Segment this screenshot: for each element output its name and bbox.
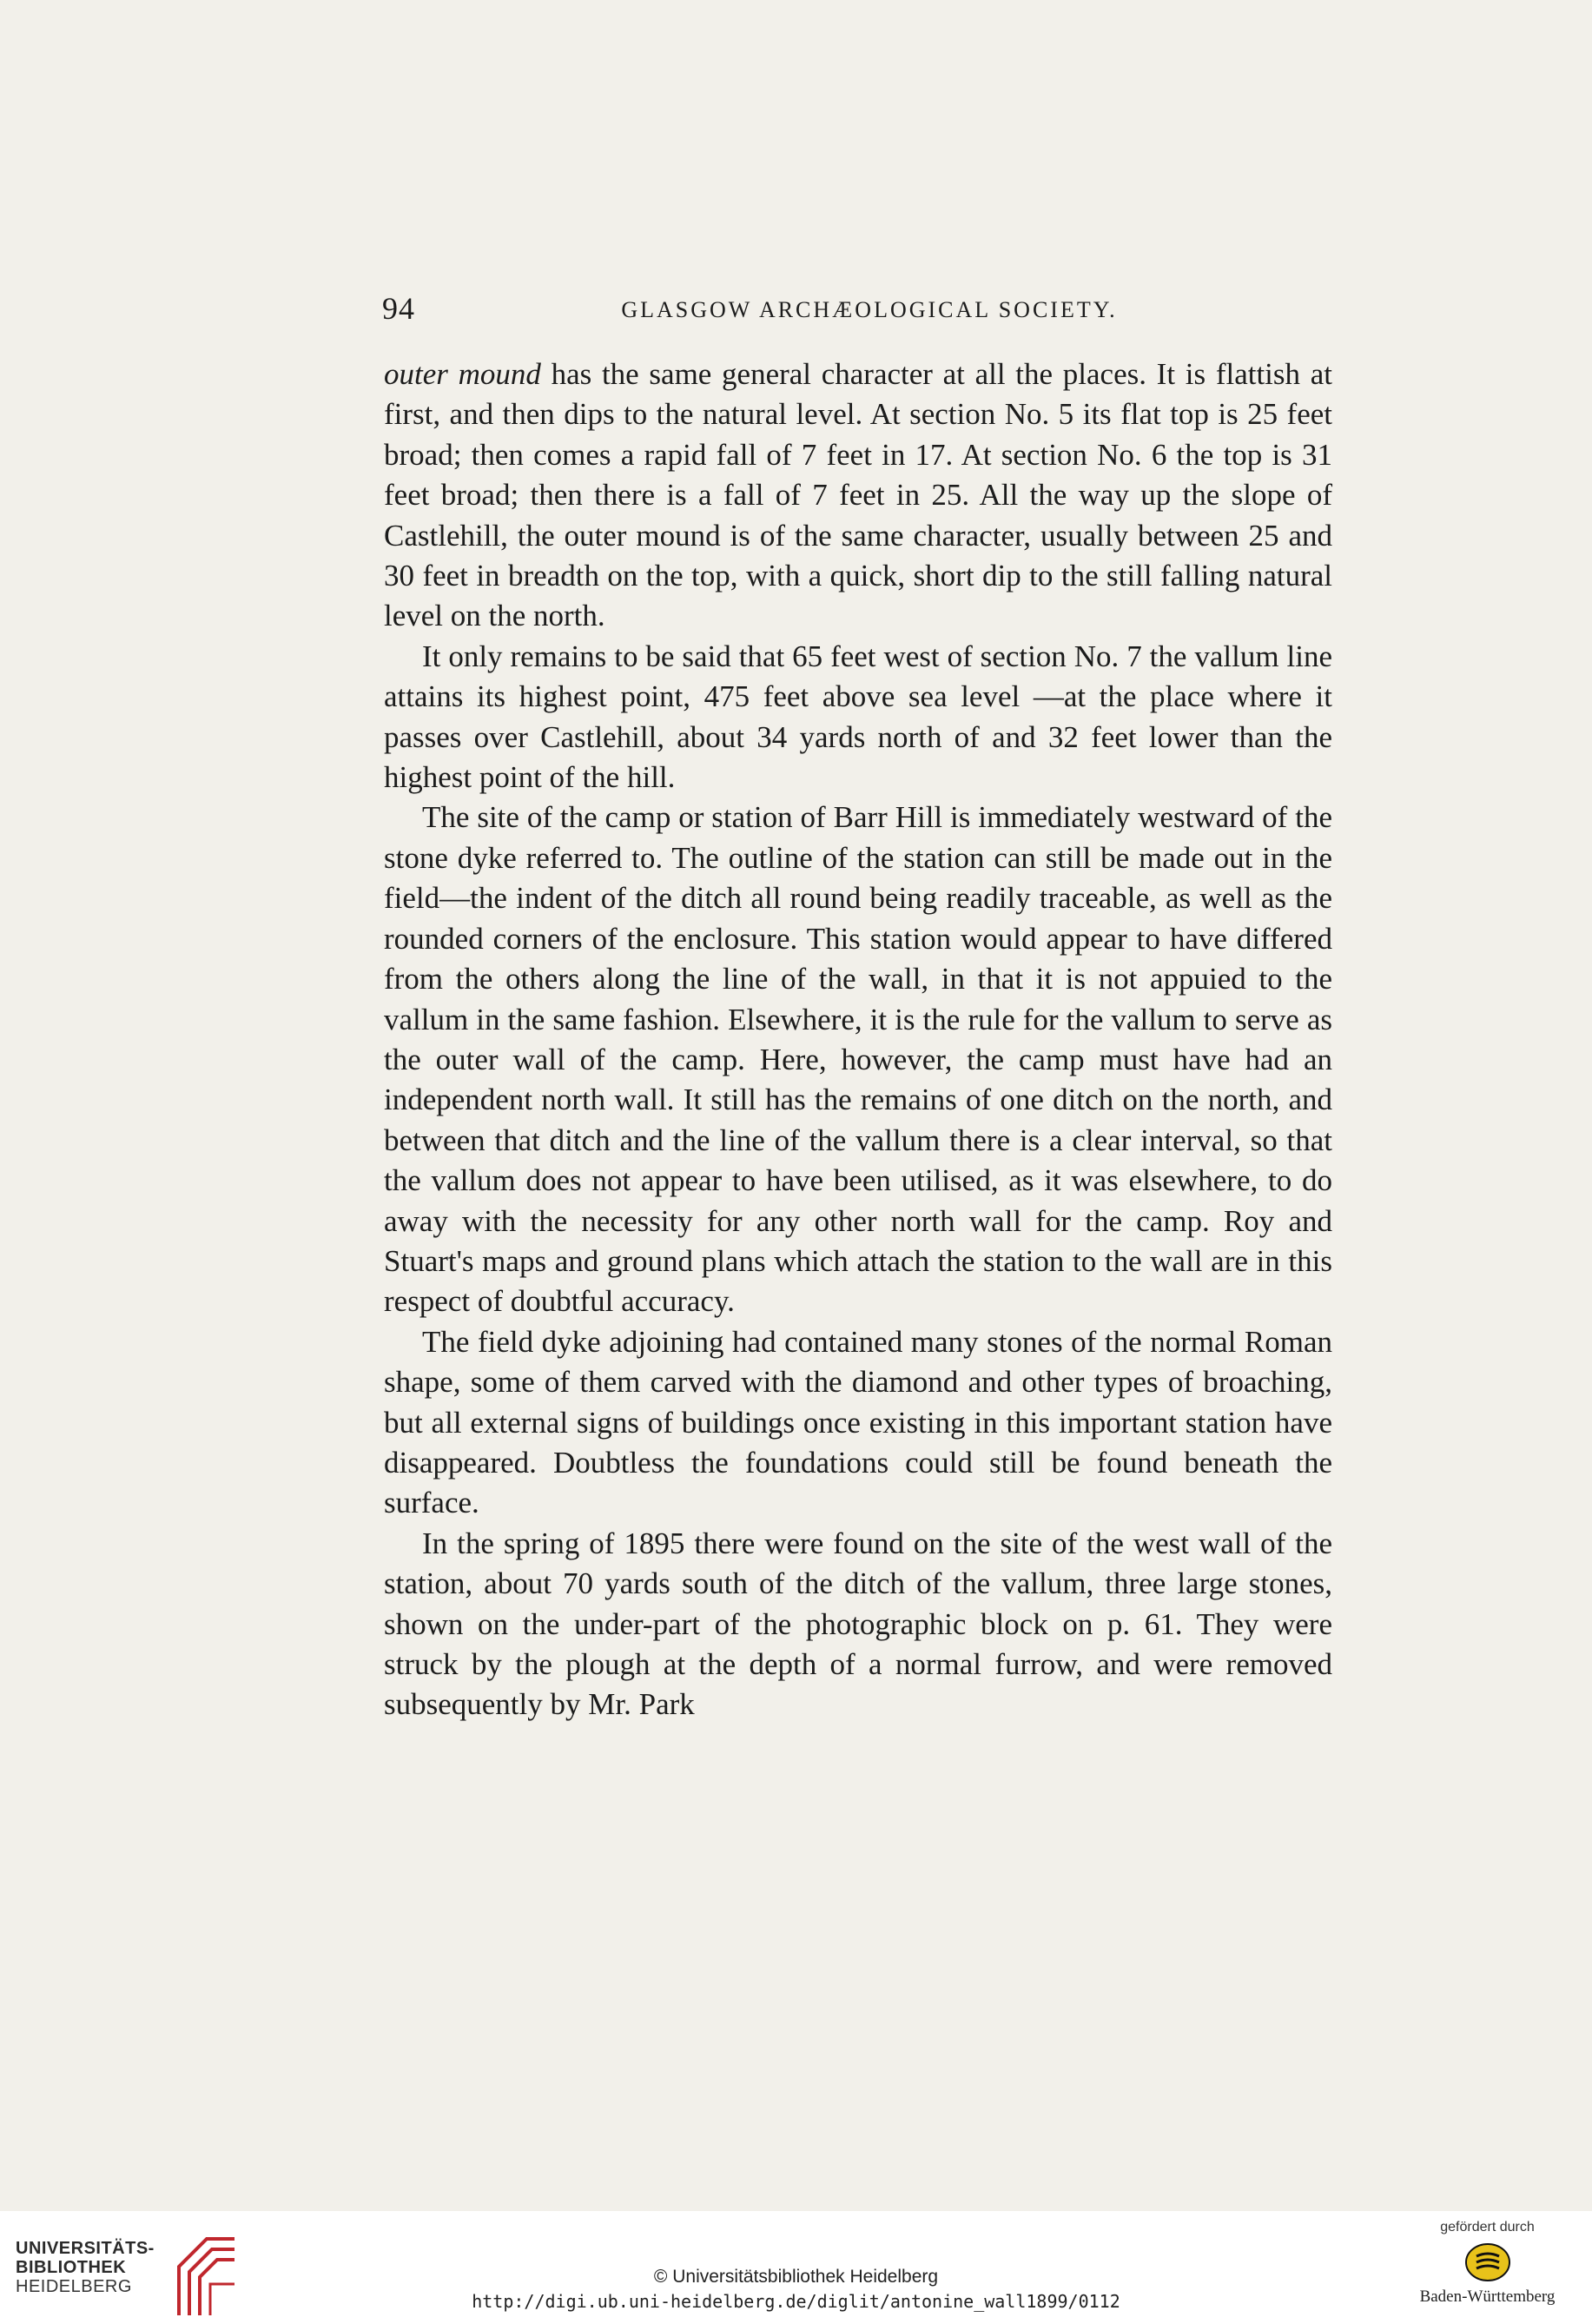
library-name-line-3: HEIDELBERG	[16, 2277, 132, 2296]
journal-title: GLASGOW ARCHÆOLOGICAL SOCIETY.	[621, 297, 1118, 322]
permalink[interactable]: http://digi.ub.uni-heidelberg.de/diglit/antonine_wall1899/0112	[472, 2291, 1120, 2312]
page-number: 94	[382, 291, 415, 326]
state-crest-icon	[1464, 2242, 1511, 2282]
library-name-line-2: BIBLIOTHEK	[16, 2258, 127, 2277]
digitization-footer	[0, 2211, 1592, 2324]
running-head	[382, 290, 1331, 334]
paragraph-1	[384, 354, 1332, 637]
sponsor-label: gefördert durch	[1440, 2220, 1535, 2235]
sponsor-name: Baden-Württemberg	[1419, 2288, 1556, 2306]
paragraph-1-text: has the same general character at all the places. It is flattish at first, and then dips to the natural level. At section No. 5 its flat top is 25 feet broad; then comes a rapid fall of 7 feet in 17. At section No. 6 the top is 31 feet broad; then there is a fall of 7 feet in 25. All the way up the slope of Castlehill, the outer mound is of the same character, usually between 25 and 30 feet in breadth on the top, with a quick, short dip to the still falling natural level on the north.	[384, 357, 1332, 633]
library-name-line-1: UNIVERSITÄTS-	[16, 2239, 155, 2258]
paragraph-2: It only remains to be said that 65 feet west of section No. 7 the vallum line attains its highest point, 475 feet above sea level —at the place where it passes over Castlehill, about 34 yards north of and 32 feet lower than the highest point of the hill.	[384, 639, 1332, 795]
paragraph-3: The site of the camp or station of Barr Hill is immediately westward of the stone dyke referred to. The outline of the station can still be made out in the field—the indent of the ditch all round being readily traceable, as well as the rounded corners of the enclosure. This station would appear to have differed from the others along the line of the wall, in that it is not appuied to the vallum in the same fashion. Elsewhere, it is the rule for the vallum to serve as the outer wall of the camp. Here, however, the camp must have had an independent north wall. It still has the remains of one ditch on the north, and between that ditch and the line of the vallum there is a clear interval, so that the vallum does not appear to have been utilised, as it was elsewhere, to do away with the necessity for any other north wall for the camp. Roy and Stuart's maps and ground plans which attach the station to the wall are in this respect of doubtful accuracy.	[384, 800, 1332, 1319]
paragraph-4: The field dyke adjoining had contained many stones of the normal Roman shape, some of them carved with the diamond and other types of broaching, but all external signs of buildings once existing in this important station have disappeared. Doubtless the foundations could still be found beneath the surface.	[384, 1324, 1332, 1520]
body-text	[384, 354, 1332, 1725]
paragraph-5: In the spring of 1895 there were found on the site of the west wall of the station, about 70 yards south of the ditch of the vallum, three large stones, shown on the under-part of the photographic block on p. 61. They were struck by the plough at the depth of a normal furrow, and were removed subsequently by Mr. Park	[384, 1526, 1332, 1722]
sponsor-block	[1390, 2216, 1585, 2321]
copyright-notice: © Universitätsbibliothek Heidelberg	[653, 2267, 939, 2287]
italic-lead-phrase: outer mound	[384, 357, 541, 391]
